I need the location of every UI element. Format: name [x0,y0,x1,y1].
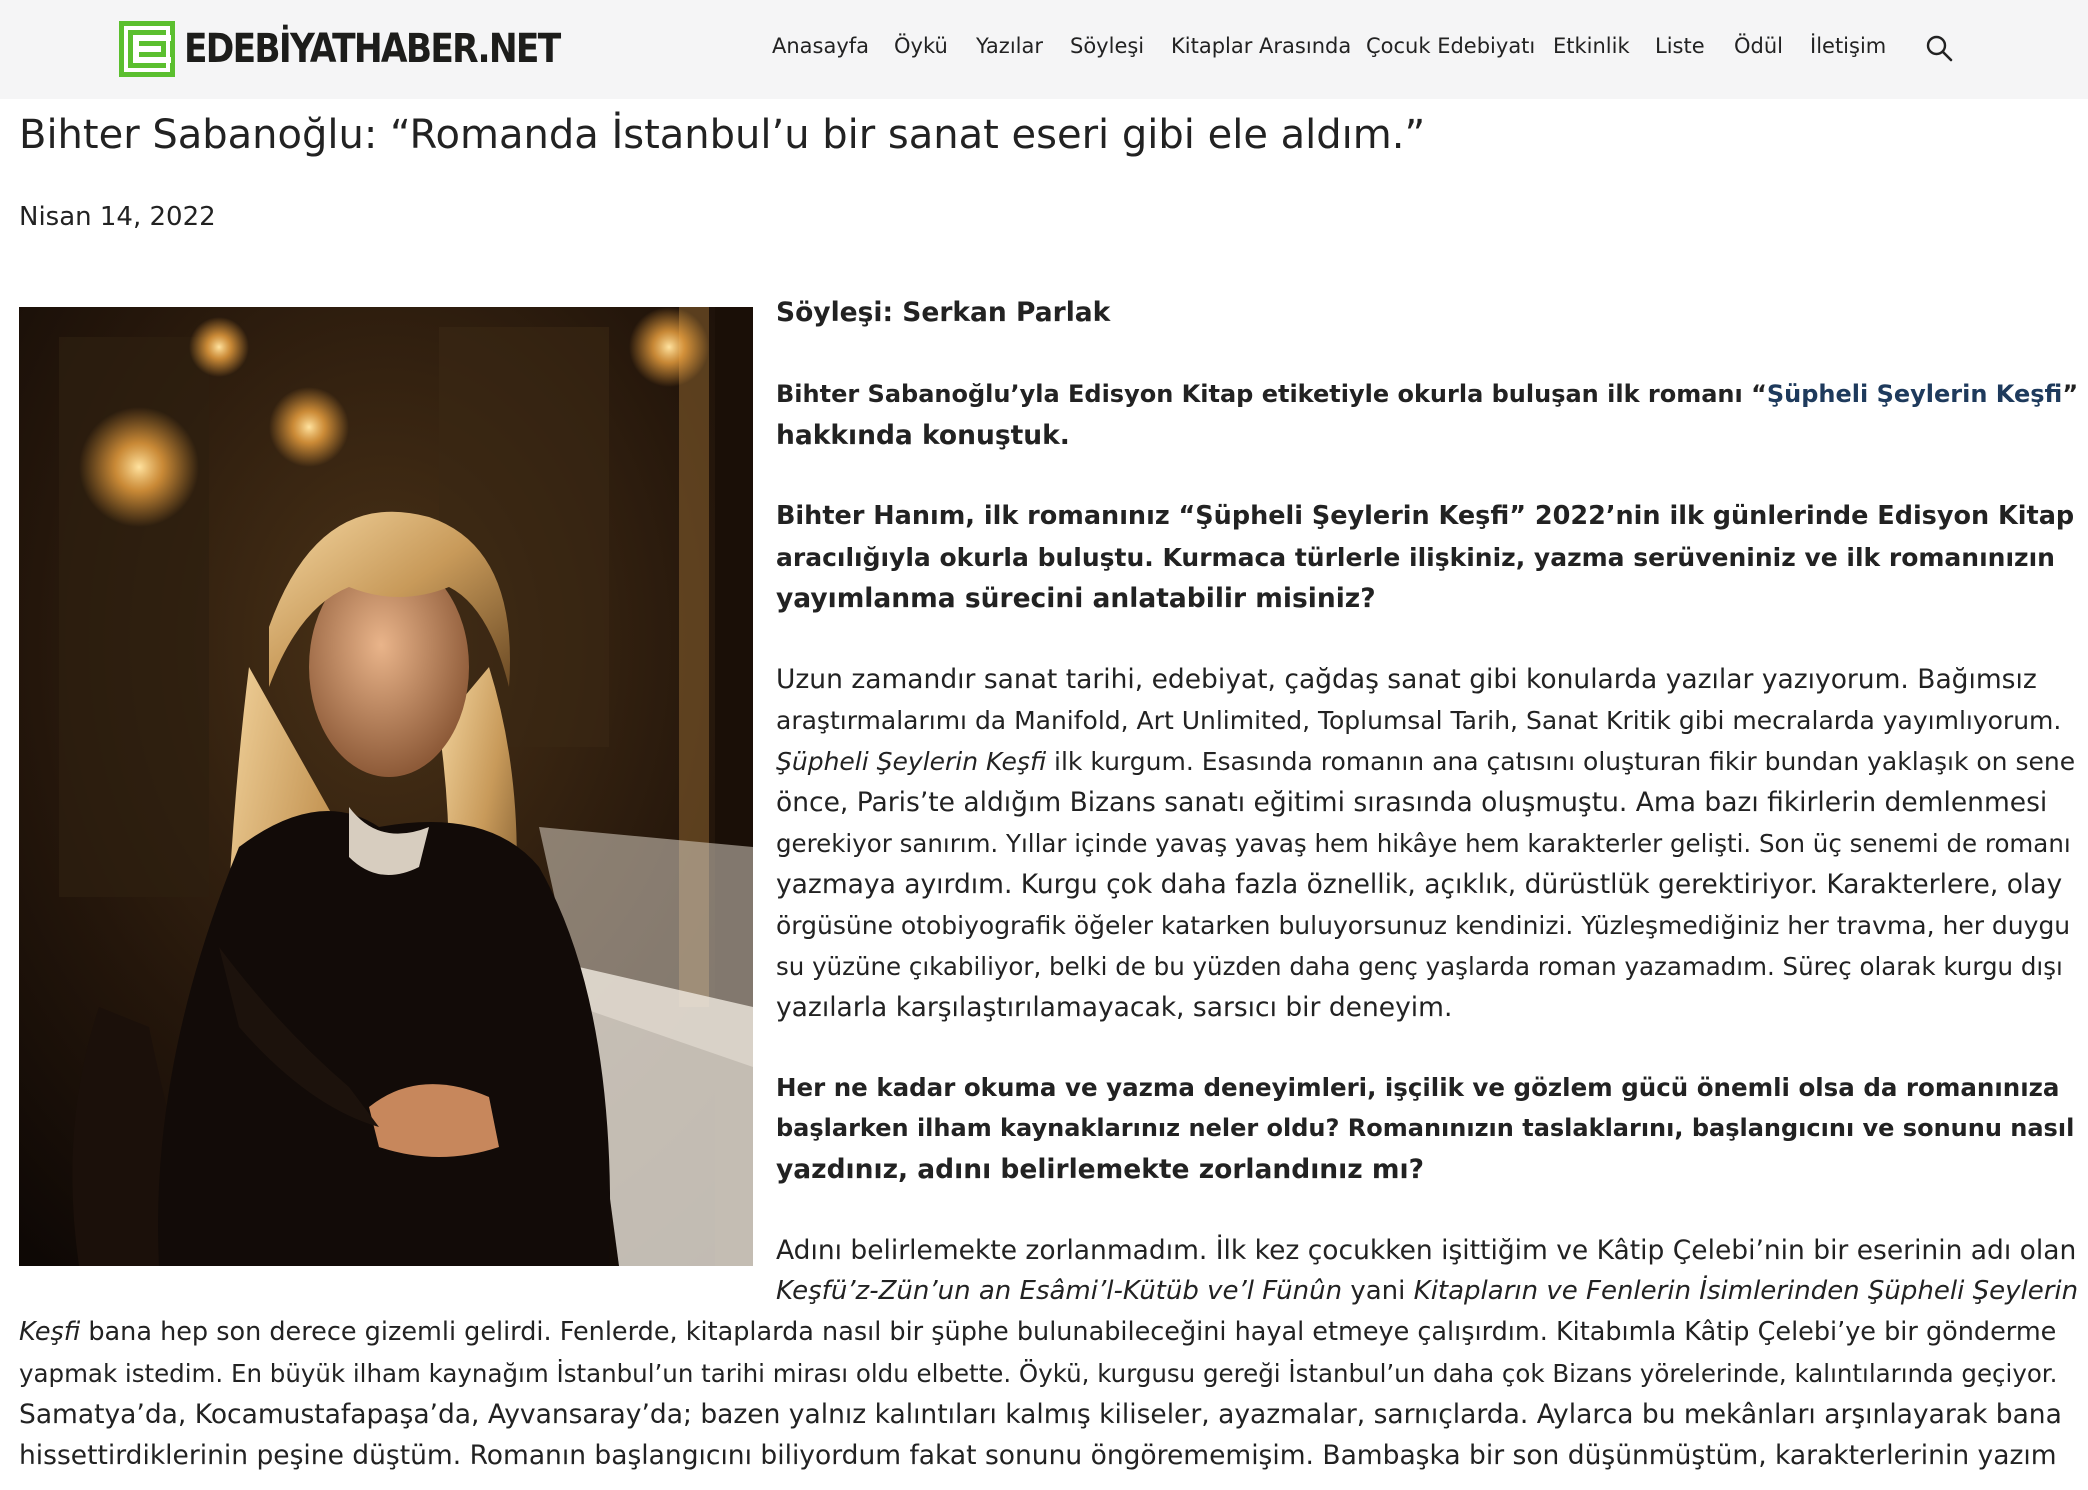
nav-etkinlik[interactable]: Etkinlik [1553,34,1630,58]
answer-2-line: Adını belirlemekte zorlanmadım. İlk kez çocukken işittiğim ve Kâtip Çelebi’nin bir eserinin adı olan [776,1235,2077,1266]
nav-yazilar[interactable]: Yazılar [976,34,1043,58]
answer-1-line: su yüzüne çıkabiliyor, belki de bu yüzden daha genç yaşlarda roman yazamadım. Süreç olarak kurgu dışı [776,952,2063,981]
nav-odul[interactable]: Ödül [1734,34,1784,58]
answer-2-line: hissettirdiklerinin peşine düştüm. Romanın başlangıcını biliyordum fakat sonunu öngörememişim. Bambaşka bir son düşünmüştüm, karakterlerinin yazım [19,1440,2057,1471]
book-title-italic: Şüpheli Şeylerin Keşfi [776,747,1047,776]
answer-2-line [776,1271,2078,1312]
nav-oyku[interactable]: Öykü [894,34,948,58]
answer-2-line [19,1312,2056,1353]
portrait-photo [19,307,753,1266]
nav-kitaplar-arasinda[interactable]: Kitaplar Arasında [1171,34,1352,58]
nav-anasayfa[interactable]: Anasayfa [772,34,870,58]
article-date: Nisan 14, 2022 [19,202,216,232]
work-title-italic: Kitapların ve Fenlerin İsimlerinden Şüpheli Şeylerin [1413,1276,2079,1306]
work-title-italic: Keşfi [19,1317,81,1347]
answer-1-line: yazılarla karşılaştırılamayacak, sarsıcı bir deneyim. [776,992,1453,1023]
work-title-italic: Keşfü’z-Zün’un an Esâmi’l-Kütüb ve’l Fünûn [776,1276,1343,1306]
intro-line-2: hakkında konuştuk. [776,420,1070,451]
answer-1-line: araştırmalarımı da Manifold, Art Unlimited, Toplumsal Tarih, Sanat Kritik gibi mecralarda yayımlıyorum. [776,706,2062,735]
nav-liste[interactable]: Liste [1655,34,1705,58]
nav-iletisim[interactable]: İletişim [1810,34,1887,58]
question-1-line: yayımlanma sürecini anlatabilir misiniz? [776,583,1376,614]
answer-text: ilk kurgum. Esasında romanın ana çatısını oluşturan fikir bundan yaklaşık on sene [1046,747,2076,776]
answer-1-line [776,741,2075,782]
site-header [0,0,2088,99]
byline: Söyleşi: Serkan Parlak [776,297,1111,328]
intro-quote-close: ” [2062,380,2079,408]
search-icon[interactable] [1925,34,1953,62]
logo-text: EDEBİYATHABER.NET [184,26,560,72]
book-title-link[interactable]: Şüpheli Şeylerin Keşfi [1766,380,2063,408]
logo-mark-icon [118,20,176,78]
site-logo[interactable] [118,20,621,78]
answer-1-line: gerekiyor sanırım. Yıllar içinde yavaş yavaş hem hikâye hem karakterler gelişti. Son üç senemi de romanı [776,829,2071,858]
article-title: Bihter Sabanoğlu: “Romanda İstanbul’u bir sanat eseri gibi ele aldım.” [19,112,1426,158]
answer-2-line: yapmak istedim. En büyük ilham kaynağım İstanbul’un tarihi mirası oldu elbette. Öykü, kurgusu gereği İstanbul’un daha çok Bizans yörelerinde, kalıntılarında geçiyor. [19,1359,2058,1388]
intro-text: Bihter Sabanoğlu’yla Edisyon Kitap etiketiyle okurla buluşan ilk romanı “ [776,380,1767,408]
answer-1-line: önce, Paris’te aldığım Bizans sanatı eğitimi sırasında oluşmuştu. Ama bazı fikirlerin demlenmesi [776,787,2048,818]
answer-2-line: Samatya’da, Kocamustafapaşa’da, Ayvansaray’da; bazen yalnız kalıntıları kalmış kiliseler, ayazmalar, sarnıçlarda. Aylarca bu mekânları arşınlayarak bana [19,1399,2062,1430]
question-2-line: başlarken ilham kaynaklarınız neler oldu? Romanınızın taslaklarını, başlangıcını ve sonunu nasıl [776,1114,2075,1142]
answer-text: bana hep son derece gizemli gelirdi. Fenlerde, kitaplarda nasıl bir şüphe bulunabileceğini hayal etmeye çalışırdım. Kitabımla Kâtip Çelebi’ye bir gönderme [80,1317,2057,1347]
answer-text: yani [1342,1276,1414,1306]
question-2-line: Her ne kadar okuma ve yazma deneyimleri, işçilik ve gözlem gücü önemli olsa da romanınıza [776,1073,2060,1102]
answer-1-line: Uzun zamandır sanat tarihi, edebiyat, çağdaş sanat gibi konularda yazılar yazıyorum. Bağımsız [776,664,2037,695]
answer-1-line: örgüsüne otobiyografik öğeler katarken buluyorsunuz kendinizi. Yüzleşmediğiniz her travma, her duygu [776,911,2071,940]
intro-line-1 [776,374,2078,415]
nav-cocuk-edebiyati[interactable]: Çocuk Edebiyatı [1366,34,1536,58]
question-1-line: Bihter Hanım, ilk romanınız “Şüpheli Şeylerin Keşfi” 2022’nin ilk günlerinde Edisyon Kitap [776,501,2075,531]
question-2-line: yazdınız, adını belirlemekte zorlandınız mı? [776,1154,1424,1185]
question-1-line: aracılığıyla okurla buluştu. Kurmaca türlerle ilişkiniz, yazma serüveniniz ve ilk romanınızın [776,543,2055,572]
answer-1-line: yazmaya ayırdım. Kurgu çok daha fazla öznellik, açıklık, dürüstlük gerektiriyor. Karakterlere, olay [776,869,2063,900]
nav-soylesi[interactable]: Söyleşi [1070,34,1145,58]
